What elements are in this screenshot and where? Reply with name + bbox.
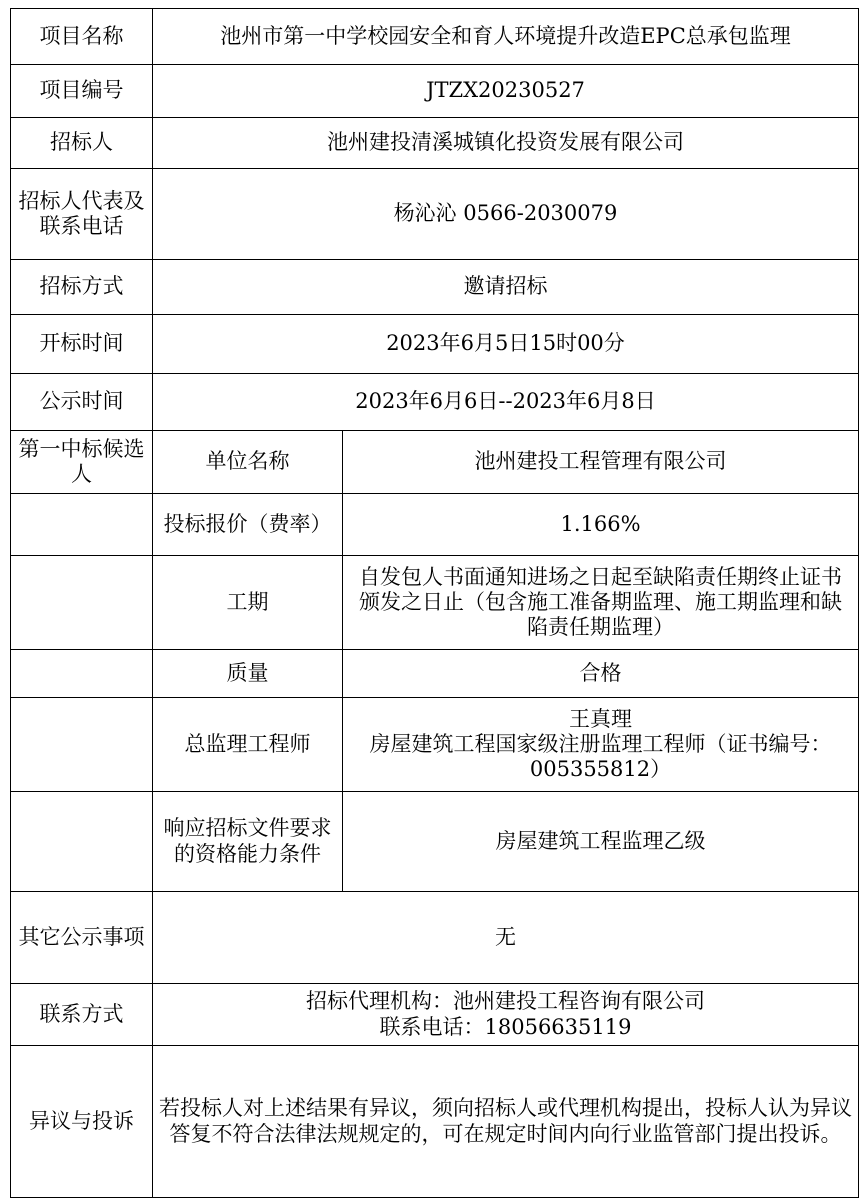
objection-label: 异议与投诉	[11, 1046, 153, 1198]
contact-label: 联系方式	[11, 984, 153, 1046]
candidate-unit-value: 池州建投工程管理有限公司	[343, 431, 859, 494]
project-no-value: JTZX20230527	[153, 65, 859, 118]
objection-value: 若投标人对上述结果有异议，须向招标人或代理机构提出，投标人认为异议答复不符合法律法规规定的，可在规定时间内向行业监管部门提出投诉。	[153, 1046, 859, 1198]
candidate-quality-label: 质量	[153, 650, 343, 698]
tenderer-contact-value: 杨沁沁 0566-2030079	[153, 169, 859, 260]
contact-value	[153, 984, 859, 1046]
candidate-period-label: 工期	[153, 556, 343, 650]
row-candidate-price	[11, 494, 859, 556]
candidate-engineer-blank	[11, 698, 153, 792]
row-tenderer-contact	[11, 169, 859, 260]
candidate-price-blank	[11, 494, 153, 556]
row-candidate-engineer	[11, 698, 859, 792]
row-other	[11, 892, 859, 984]
row-contact	[11, 984, 859, 1046]
candidate-period-value: 自发包人书面通知进场之日起至缺陷责任期终止证书颁发之日止（包含施工准备期监理、施工期监理和缺陷责任期监理）	[343, 556, 859, 650]
row-tenderer	[11, 118, 859, 169]
row-candidate-qualification	[11, 792, 859, 892]
candidate-engineer-label: 总监理工程师	[153, 698, 343, 792]
method-label: 招标方式	[11, 260, 153, 315]
candidate-qualification-blank	[11, 792, 153, 892]
row-project-no	[11, 65, 859, 118]
method-value: 邀请招标	[153, 260, 859, 315]
tenderer-value: 池州建投清溪城镇化投资发展有限公司	[153, 118, 859, 169]
open-time-value: 2023年6月5日15时00分	[153, 315, 859, 374]
publicity-time-label: 公示时间	[11, 374, 153, 431]
candidate-period-blank	[11, 556, 153, 650]
candidate-quality-value: 合格	[343, 650, 859, 698]
row-candidate-quality	[11, 650, 859, 698]
row-candidate-period	[11, 556, 859, 650]
other-label: 其它公示事项	[11, 892, 153, 984]
row-method	[11, 260, 859, 315]
engineer-name: 王真理	[569, 706, 632, 731]
phone-line: 联系电话：18056635119	[379, 1014, 632, 1039]
tenderer-contact-label: 招标人代表及联系电话	[11, 169, 153, 260]
publicity-time-value: 2023年6月6日--2023年6月8日	[153, 374, 859, 431]
row-objection	[11, 1046, 859, 1198]
project-name-label: 项目名称	[11, 9, 153, 65]
open-time-label: 开标时间	[11, 315, 153, 374]
bid-result-table	[10, 8, 859, 1198]
candidate-price-value: 1.166%	[343, 494, 859, 556]
candidate-label: 第一中标候选人	[11, 431, 153, 494]
candidate-quality-blank	[11, 650, 153, 698]
tenderer-label: 招标人	[11, 118, 153, 169]
row-project-name	[11, 9, 859, 65]
project-no-label: 项目编号	[11, 65, 153, 118]
candidate-unit-label: 单位名称	[153, 431, 343, 494]
agency-line: 招标代理机构：池州建投工程咨询有限公司	[306, 989, 705, 1014]
candidate-engineer-value	[343, 698, 859, 792]
engineer-certificate: 房屋建筑工程国家级注册监理工程师（证书编号：005355812）	[369, 731, 832, 782]
row-open-time	[11, 315, 859, 374]
candidate-qualification-label: 响应招标文件要求的资格能力条件	[153, 792, 343, 892]
candidate-price-label: 投标报价（费率）	[153, 494, 343, 556]
candidate-qualification-value: 房屋建筑工程监理乙级	[343, 792, 859, 892]
row-candidate-unit	[11, 431, 859, 494]
other-value: 无	[153, 892, 859, 984]
project-name-value: 池州市第一中学校园安全和育人环境提升改造EPC总承包监理	[153, 9, 859, 65]
row-publicity-time	[11, 374, 859, 431]
